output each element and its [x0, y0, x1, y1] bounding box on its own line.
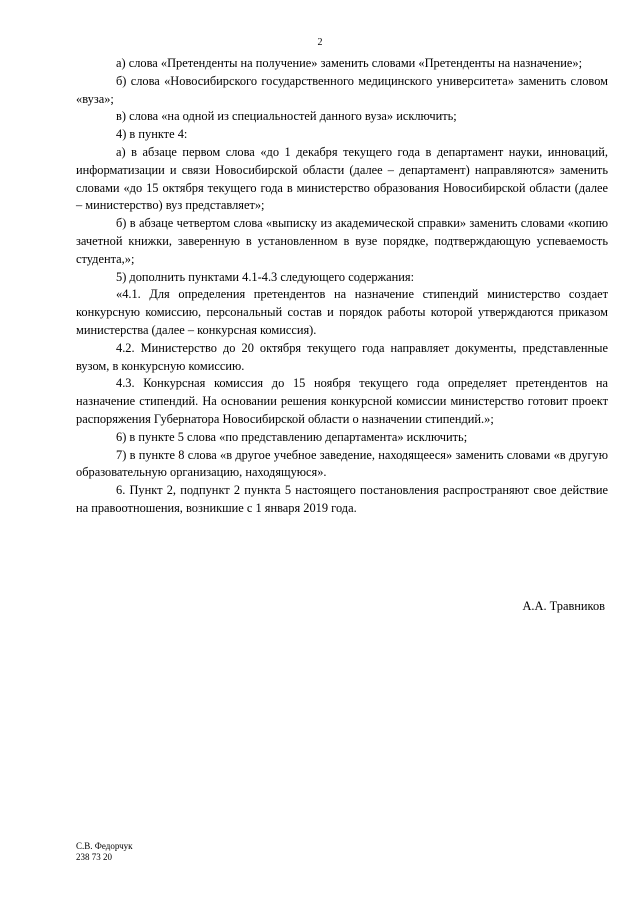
paragraph-4b: б) в абзаце четвертом слова «выписку из академической справки» заменить словами «копию зачетной книжки, заверенную в установленном в вузе порядке, подтверждающую успеваемость студента,»; [76, 216, 608, 266]
paragraph-4-header: 4) в пункте 4: [116, 127, 188, 142]
footer-author: С.В. Федорчук [76, 841, 133, 851]
footer-contact [76, 841, 133, 863]
paragraph-3c: в) слова «на одной из специальностей данного вуза» исключить; [116, 109, 457, 124]
paragraph-4-2: 4.2. Министерство до 20 октября текущего года направляет документы, представленные вузом, в конкурсную комиссию. [76, 340, 608, 373]
paragraph-3b: б) слова «Новосибирского государственного медицинского университета» заменить словом «вуза»; [76, 73, 608, 106]
paragraph-6: 6) в пункте 5 слова «по представлению департамента» исключить; [116, 429, 468, 444]
document-body [76, 55, 608, 518]
paragraph-4-3: 4.3. Конкурсная комиссия до 15 ноября текущего года определяет претендентов на назначение стипендий. На основании решения конкурсной комиссии министерство готовит проект распоряжения Губернатора Новосибирской области о назначении стипендий.»; [76, 376, 608, 426]
paragraph-4a: а) в абзаце первом слова «до 1 декабря текущего года в департамент науки, инноваций, информатизации и связи Новосибирской области (далее – департамент) направляются» заменить словами «до 15 октября текущего года в министерство образования Новосибирской области (далее – министерство) вуз представляет»; [76, 144, 608, 213]
paragraph-clause-6: 6. Пункт 2, подпункт 2 пункта 5 настоящего постановления распространяют свое действие на правоотношения, возникшие с 1 января 2019 года. [76, 483, 608, 515]
signature-name: А.А. Травников [522, 599, 605, 613]
paragraph-4-1: «4.1. Для определения претендентов на назначение стипендий министерство создает конкурсную комиссию, персональный состав и порядок работы которой утверждаются приказом министерства (далее – конкурсная комиссия). [76, 287, 608, 337]
page-number: 2 [317, 37, 323, 48]
paragraph-7: 7) в пункте 8 слова «в другое учебное заведение, находящееся» заменить словами «в другую образовательную организацию, находящуюся». [76, 447, 608, 480]
paragraph-3a: а) слова «Претенденты на получение» заменить словами «Претенденты на назначение»; [116, 56, 583, 70]
footer-phone: 238 73 20 [76, 852, 112, 862]
paragraph-5-header: 5) дополнить пунктами 4.1-4.3 следующего содержания: [116, 269, 415, 284]
